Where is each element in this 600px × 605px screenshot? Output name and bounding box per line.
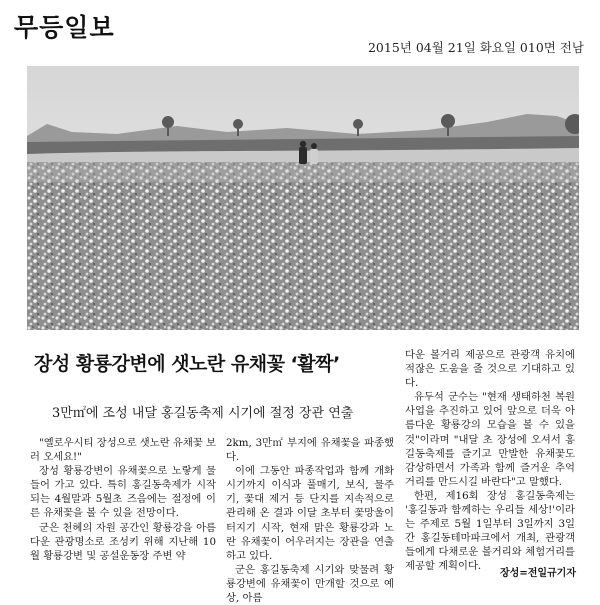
dateline: 2015년 04월 21일 화요일 010면 전남 [367, 40, 584, 55]
paragraph: 다운 볼거리 제공으로 관광객 유치에 적잖은 도움을 줄 것으로 기대하고 있다. [405, 349, 575, 390]
paragraph: 한편, 제16회 장성 홍길동축제는 '홍길동과 함께하는 우리들 세상!'이라는 주제로 5월 1일부터 3일까지 3일간 홍길동테마파크에서 개최, 관광객들에게 다채로운 볼거리와 체험거리를 제공할 계획이다. [405, 489, 575, 573]
paragraph: 2km, 3만㎡ 부지에 유채꽃을 파종했다. [226, 437, 394, 464]
article-column-3 [405, 348, 575, 574]
headline: 장성 황룡강변에 샛노란 유채꽃 ‘활짝’ [34, 353, 340, 375]
masthead: 무등일보 [14, 13, 115, 42]
paragraph: 이에 그동안 파종작업과 함께 개화시기까지 이식과 풀매기, 보식, 물주기, 꽃대 제거 등 단지를 지속적으로 관리해 온 결과 이달 초부터 꽃망울이 터지기 시작, 현재 맑은 황룡강과 노란 유채꽃이 어우러지는 장관을 연출하고 있다. [226, 465, 394, 562]
rapeseed-field-photo [27, 66, 579, 330]
paragraph: 군은 홍길동축제 시기와 맞물려 황룡강변에 유채꽃이 만개할 것으로 예상, 아름 [226, 563, 394, 605]
paragraph: 유두석 군수는 "현재 생태하천 복원사업을 추진하고 있어 앞으로 더욱 아름다운 황룡강의 모습을 볼 수 있을 것"이라며 "내달 초 장성에 오셔서 홍길동축제를 즐기고 만발한 유채꽃도 감상하면서 가족과 함께 즐거운 추억거리를 만드시길 바란다"고 말했다. [405, 391, 575, 488]
article-column-1 [30, 436, 216, 563]
subhead: 3만㎡에 조성 내달 홍길동축제 시기에 절정 장관 연출 [52, 406, 354, 421]
paragraph: 군은 천혜의 자원 공간인 황룡강을 아름다운 관광명소로 조성키 위해 지난해 10월 황룡강변 및 공설운동장 주변 약 [30, 521, 216, 562]
paragraph: "옐로우시티 장성으로 샛노란 유채꽃 보러 오세요!" [30, 437, 216, 464]
paragraph: 장성 황룡강변이 유채꽃으로 노랗게 물들어 가고 있다. 특히 홍길동축제가 시작되는 4월말과 5월초 즈음에는 절정에 이른 유채꽃을 볼 수 있을 전망이다. [30, 465, 216, 520]
byline: 장성=전일규기자 [500, 568, 576, 579]
article-column-2 [226, 436, 394, 605]
